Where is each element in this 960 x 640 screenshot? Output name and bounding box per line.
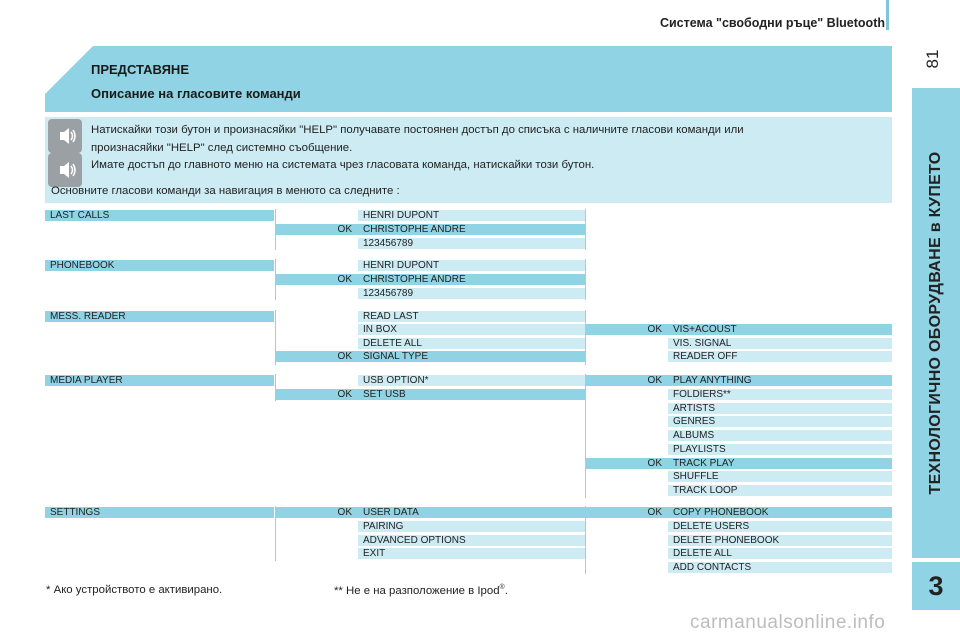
submenu-item: DELETE USERS bbox=[668, 521, 892, 532]
ok-label: OK bbox=[586, 458, 668, 469]
info-line-3: Имате достъп до главното меню на системата чрез гласовата команда, натискайки този бутон. bbox=[91, 159, 595, 171]
menu-settings: SETTINGS bbox=[45, 507, 274, 518]
submenu-item: DELETE ALL bbox=[668, 548, 892, 559]
menu-item: USER DATA bbox=[358, 507, 585, 518]
tree-connector bbox=[585, 209, 586, 250]
menu-item: SIGNAL TYPE bbox=[358, 351, 585, 362]
ok-label: OK bbox=[586, 375, 668, 386]
menu-item: READ LAST bbox=[358, 311, 585, 322]
submenu-item: ADD CONTACTS bbox=[668, 562, 892, 573]
submenu-item: VIS. SIGNAL bbox=[668, 338, 892, 349]
tree-connector bbox=[585, 259, 586, 300]
footnote-1: * Ако устройството е активирано. bbox=[46, 584, 223, 596]
section-subtitle: Описание на гласовите команди bbox=[91, 86, 301, 101]
submenu-item: PLAYLISTS bbox=[668, 444, 892, 455]
menu-mess-reader: MESS. READER bbox=[45, 311, 274, 322]
submenu-item: FOLDIERS** bbox=[668, 389, 892, 400]
ok-label: OK bbox=[586, 324, 668, 335]
ok-label: OK bbox=[276, 389, 358, 400]
voice-command-icon bbox=[48, 119, 82, 153]
menu-phonebook: PHONEBOOK bbox=[45, 260, 274, 271]
menu-item: PAIRING bbox=[358, 521, 585, 532]
footnote-2 bbox=[334, 584, 508, 597]
section-title: ПРЕДСТАВЯНЕ bbox=[91, 62, 189, 77]
section-banner bbox=[45, 46, 892, 112]
ok-label: OK bbox=[276, 274, 358, 285]
watermark: carmanualsonline.info bbox=[690, 612, 886, 633]
page-number: 81 bbox=[923, 49, 942, 69]
header-divider bbox=[886, 0, 889, 30]
menu-item: ADVANCED OPTIONS bbox=[358, 535, 585, 546]
menu-item: EXIT bbox=[358, 548, 585, 559]
menu-last-calls: LAST CALLS bbox=[45, 210, 274, 221]
ok-label: OK bbox=[276, 507, 358, 518]
chapter-title-vertical bbox=[912, 88, 960, 558]
menu-item: USB OPTION* bbox=[358, 375, 585, 386]
menu-item: SET USB bbox=[358, 389, 585, 400]
submenu-item: COPY PHONEBOOK bbox=[668, 507, 892, 518]
footnote-2-end: . bbox=[504, 584, 508, 597]
submenu-item: PLAY ANYTHING bbox=[668, 375, 892, 386]
tree-connector bbox=[585, 374, 586, 498]
ok-label: OK bbox=[276, 351, 358, 362]
chapter-title: ТЕХНОЛОГИЧНО ОБОРУДВАНЕ в КУПЕТО bbox=[927, 151, 944, 495]
ok-label: OK bbox=[276, 224, 358, 235]
menu-item: 123456789 bbox=[358, 288, 585, 299]
ok-label: OK bbox=[586, 507, 668, 518]
tree-connector bbox=[585, 310, 586, 365]
submenu-item: SHUFFLE bbox=[668, 471, 892, 482]
menu-item: CHRISTOPHE ANDRÉ bbox=[358, 274, 585, 285]
menu-media-player: MEDIA PLAYER bbox=[45, 375, 274, 386]
submenu-item: DELETE PHONEBOOK bbox=[668, 535, 892, 546]
info-line-4: Основните гласови команди за навигация в менюто са следните : bbox=[51, 185, 400, 197]
menu-item: HENRI DUPONT bbox=[358, 210, 585, 221]
menu-item: 123456789 bbox=[358, 238, 585, 249]
submenu-item: ALBUMS bbox=[668, 430, 892, 441]
submenu-item: TRACK LOOP bbox=[668, 485, 892, 496]
menu-item: DELETE ALL bbox=[358, 338, 585, 349]
menu-item: HENRI DUPONT bbox=[358, 260, 585, 271]
menu-item: CHRISTOPHE ANDRÉ bbox=[358, 224, 585, 235]
submenu-item: GENRES bbox=[668, 416, 892, 427]
footnote-2-text: ** Не е на разположение в Ipod bbox=[334, 584, 500, 597]
submenu-item: VIS+ACOUST bbox=[668, 324, 892, 335]
page-header-title: Система "свободни ръце" Bluetooth bbox=[659, 16, 885, 30]
submenu-item: READER OFF bbox=[668, 351, 892, 362]
chapter-number: 3 bbox=[912, 562, 960, 610]
submenu-item: ARTISTS bbox=[668, 403, 892, 414]
info-line-1: Натискайки този бутон и произнасяйки "HELP" получавате постоянен достъп до списъка с наличните гласови команди или bbox=[91, 124, 744, 136]
registered-mark: ® bbox=[499, 584, 505, 591]
submenu-item: TRACK PLAY bbox=[668, 458, 892, 469]
info-line-2: произнасяйки "HELP" след системно съобщение. bbox=[91, 142, 353, 154]
menu-item: IN BOX bbox=[358, 324, 585, 335]
